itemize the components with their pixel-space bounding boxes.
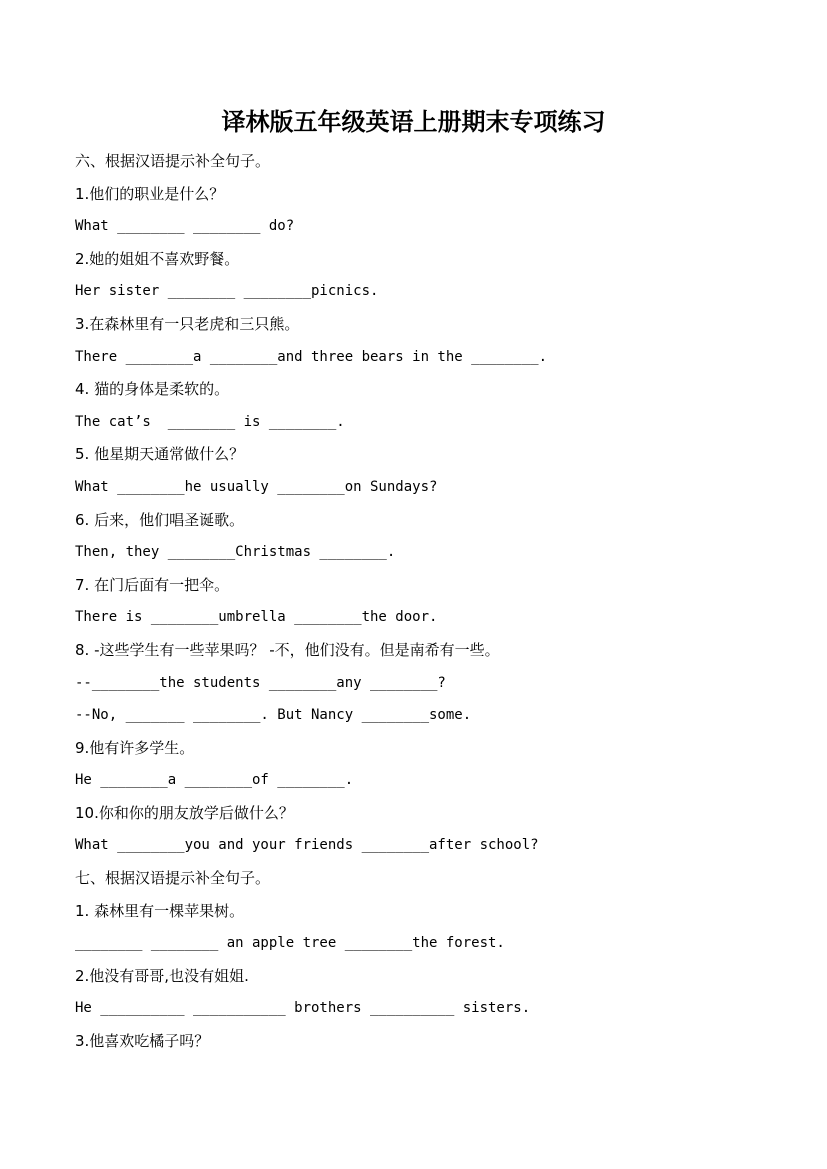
answer-sentence: ________ ________ an apple tree ________the forest. <box>75 935 505 952</box>
answer-sentence: --No, _______ ________. But Nancy ________some. <box>75 707 472 724</box>
question-prompt: 2.他没有哥哥,也没有姐姐. <box>75 966 249 985</box>
exercise-content <box>75 145 775 1058</box>
answer-sentence: There is ________umbrella ________the door. <box>75 609 438 626</box>
answer-sentence: What ________he usually ________on Sundays? <box>75 478 438 495</box>
question-prompt: 8. -这些学生有一些苹果吗？ -不，他们没有。但是南希有一些。 <box>75 640 500 659</box>
answer-sentence: Then, they ________Christmas ________. <box>75 544 396 561</box>
answer-sentence: --________the students ________any ________? <box>75 674 446 691</box>
section-heading: 七、根据汉语提示补全句子。 <box>75 869 271 888</box>
question-prompt: 5. 他星期天通常做什么？ <box>75 445 245 464</box>
section-heading: 六、根据汉语提示补全句子。 <box>75 152 271 170</box>
question-prompt: 3.他喜欢吃橘子吗？ <box>75 1032 210 1051</box>
question-prompt: 1.他们的职业是什么？ <box>75 184 225 203</box>
question-prompt: 6. 后来，他们唱圣诞歌。 <box>75 510 245 529</box>
answer-sentence: He ________a ________of ________. <box>75 772 354 789</box>
answer-sentence: What ________you and your friends ________after school? <box>75 837 539 854</box>
answer-sentence: Her sister ________ ________picnics. <box>75 283 379 300</box>
question-prompt: 10.你和你的朋友放学后做什么？ <box>75 803 294 822</box>
question-prompt: 9.他有许多学生。 <box>75 738 195 757</box>
question-prompt: 7. 在门后面有一把伞。 <box>75 575 230 594</box>
question-prompt: 1. 森林里有一棵苹果树。 <box>75 901 245 920</box>
answer-sentence: He __________ ___________ brothers __________ sisters. <box>75 1000 531 1017</box>
question-prompt: 3.在森林里有一只老虎和三只熊。 <box>75 314 300 333</box>
answer-sentence: What ________ ________ do? <box>75 218 295 235</box>
page-title: 译林版五年级英语上册期末专项练习 <box>221 108 606 136</box>
question-prompt: 4. 猫的身体是柔软的。 <box>75 380 230 399</box>
answer-sentence: The cat’s ________ is ________. <box>75 413 345 430</box>
question-prompt: 2.她的姐姐不喜欢野餐。 <box>75 249 240 268</box>
answer-sentence: There ________a ________and three bears in the ________. <box>75 348 548 365</box>
